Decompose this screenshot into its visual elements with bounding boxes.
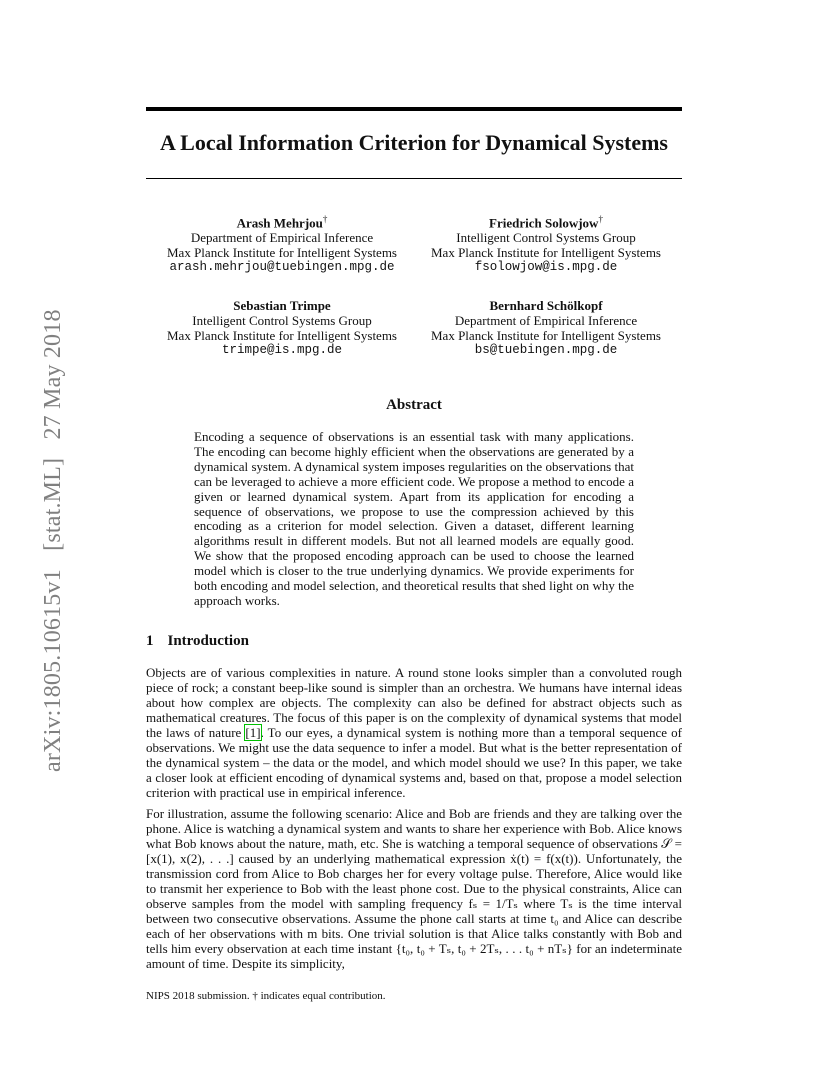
author-name: Friedrich Solowjow — [489, 215, 599, 231]
title-rule-top — [146, 107, 682, 111]
footnote: NIPS 2018 submission. † indicates equal contribution. — [146, 990, 386, 1002]
author-department: Department of Empirical Inference — [454, 313, 638, 328]
author-block — [152, 298, 412, 358]
arxiv-id: arXiv:1805.10615v1 — [40, 569, 66, 772]
author-institute: Max Planck Institute for Intelligent Systems — [167, 245, 397, 261]
author-name: Arash Mehrjou — [236, 215, 323, 231]
arxiv-category: [stat.ML] — [40, 457, 66, 551]
author-block — [152, 212, 412, 275]
equal-contribution-mark: † — [322, 214, 328, 224]
author-email: bs@tuebingen.mpg.de — [474, 343, 618, 357]
author-institute: Max Planck Institute for Intelligent Systems — [431, 245, 661, 261]
equal-contribution-mark: † — [598, 214, 603, 224]
title-rule-bottom — [146, 178, 682, 179]
arxiv-identifier-sidebar — [40, 297, 67, 772]
paper-title: A Local Information Criterion for Dynamical Systems — [160, 130, 668, 155]
intro-paragraph-2: For illustration, assume the following scenario: Alice and Bob are friends and they are talking over the phone. Alice is watching a dynamical system and wants to share her experience with Bob. Alice knows what Bob knows about the nature, math, etc. She is watching a temporal sequence of observations 𝒮 = [x(1), x(2), . . .] caused by an underlying mathematical expression ẋ(t) = f(x(t)). Unfortunately, the transmission cord from Alice to Bob charges her for every voltage pulse. Therefore, Alice would like to transmit her experience to Bob with the least phone cost. Due to the physical constraints, Alice can observe samples from the model with sampling frequency fₛ = 1/Tₛ where Tₛ is the time interval between two consecutive observations. Assume the phone call starts at time t₀ and Alice can describe each of her observations with m bits. One trivial solution is that Alice talks constantly with Bob and tells him every observation at each time instant {t₀, t₀ + Tₛ, t₀ + 2Tₛ, . . . t₀ + nTₛ} for an indeterminate amount of time. Despite its simplicity, — [146, 806, 682, 971]
abstract-heading: Abstract — [386, 397, 442, 413]
author-department: Intelligent Control Systems Group — [192, 313, 372, 328]
author-email: fsolowjow@is.mpg.de — [474, 260, 618, 275]
author-department: Intelligent Control Systems Group — [456, 230, 636, 246]
author-name: Sebastian Trimpe — [233, 298, 331, 313]
abstract-text: Encoding a sequence of observations is an essential task with many applications. The encoding can become highly efficient when the observations are generated by a dynamical system. A dynamical system imposes regularities on the observations that can be leveraged to achieve a more efficient code. We propose a method to encode a given or learned dynamical system. Apart from its application for encoding a sequence of observations, we propose to use the compression achieved by this encoding as a criterion for model selection. Given a dataset, different learning algorithms result in different models. But not all learned models are equally good. We show that the proposed encoding approach can be used to choose the learned model which is closer to the true underlying dynamics. We provide experiments for both encoding and model selection, and theoretical results that shed light on why the approach works. — [194, 429, 634, 608]
author-institute: Max Planck Institute for Intelligent Systems — [431, 328, 661, 343]
arxiv-date: 27 May 2018 — [40, 309, 66, 440]
author-email: arash.mehrjou@tuebingen.mpg.de — [169, 260, 395, 275]
paragraph-text: Objects are of various complexities in nature. A round stone looks simpler than a convoluted rough piece of rock; a constant beep-like sound is simpler than an orchestra. We humans have internal ideas about how complex are objects. The complexity can also be defined for abstract objects such as mathematical creatures. The focus of this paper is on the complexity of dynamical systems that model the laws of nature — [146, 665, 682, 740]
author-block — [416, 212, 676, 275]
author-department: Department of Empirical Inference — [190, 230, 374, 246]
author-block — [416, 298, 676, 358]
section-number: 1 — [146, 633, 154, 649]
author-institute: Max Planck Institute for Intelligent Systems — [167, 328, 397, 343]
paragraph-text: . To our eyes, a dynamical system is nothing more than a temporal sequence of observations. We might use the data sequence to infer a model. But what is the better representation of the dynamical system – the data or the model, and which model should we use? In this paper, we take a closer look at efficient encoding of dynamical systems and, based on that, propose a model selection criterion with practical use in empirical inference. — [146, 725, 682, 800]
author-email: trimpe@is.mpg.de — [221, 343, 343, 357]
section-title: Introduction — [167, 633, 249, 649]
author-name: Bernhard Schölkopf — [489, 298, 603, 313]
section-heading — [146, 633, 249, 650]
citation-link[interactable]: [1] — [245, 725, 261, 740]
intro-paragraph-1 — [146, 665, 682, 800]
